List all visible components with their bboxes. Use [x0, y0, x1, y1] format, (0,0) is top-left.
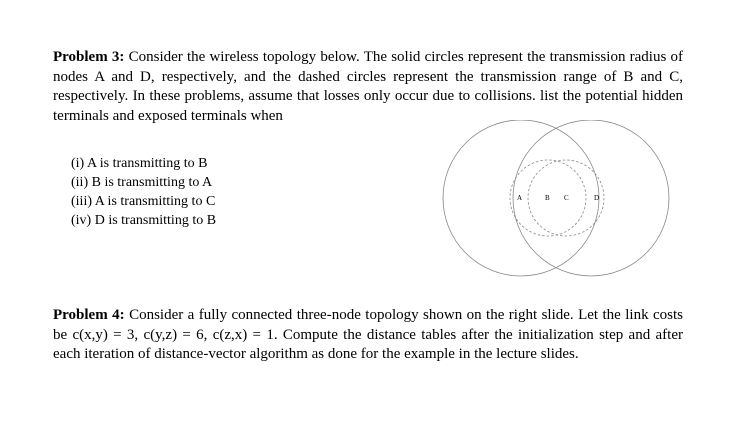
problem-3-heading: Problem 3:: [53, 49, 125, 65]
scenario-item-4: (iv) D is transmitting to B: [71, 213, 217, 228]
scenario-item-1: (i) A is transmitting to B: [71, 156, 208, 171]
problem-3-text: Consider the wireless topology below. The solid circles represent the transmission radius of nodes A and D, respectively, and the dashed circles represent the transmission range of B and C, respectively. In these problems, assume that losses only occur due to collisions. list the potential hidden terminals and exposed terminals when: [53, 49, 683, 124]
problem-4-text: Consider a fully connected three-node topology shown on the right slide. Let the link costs be c(x,y) = 3, c(y,z) = 6, c(z,x) = 1. Compute the distance tables after the initialization step and after each iteration of distance-vector algorithm as done for the example in the lecture slides.: [53, 307, 683, 362]
node-a-label: A: [517, 194, 523, 202]
scenario-list: [71, 154, 216, 230]
node-d-label: D: [594, 194, 600, 202]
problem-3-paragraph: [53, 48, 683, 126]
scenario-item-3: (iii) A is transmitting to C: [71, 194, 216, 209]
wireless-topology-diagram: [435, 120, 675, 280]
problem-4-heading: Problem 4:: [53, 307, 125, 323]
node-b-label: B: [545, 194, 550, 202]
node-d-range-circle: [513, 120, 669, 276]
node-c-label: C: [564, 194, 569, 202]
scenario-item-2: (ii) B is transmitting to A: [71, 175, 213, 190]
problem-4-paragraph: [53, 306, 683, 365]
